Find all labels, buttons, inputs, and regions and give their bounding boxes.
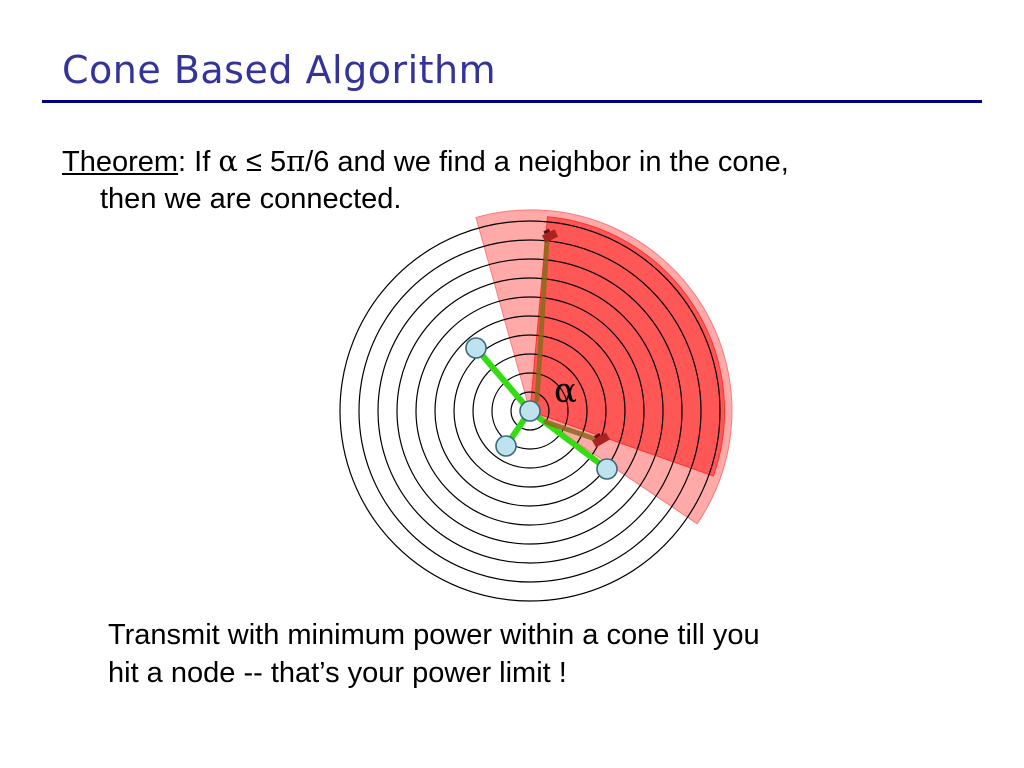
neighbor-node: [496, 436, 516, 456]
caption: [108, 616, 928, 692]
alpha-symbol: α: [218, 144, 238, 178]
neighbor-node: [597, 459, 617, 479]
page-title: Cone Based Algorithm: [62, 48, 497, 92]
caption-line2: hit a node -- that’s your power limit !: [108, 657, 567, 689]
caption-line1: Transmit with minimum power within a cone till you: [108, 619, 760, 651]
neighbor-node: [466, 338, 486, 358]
theorem-if: If: [186, 146, 219, 178]
cone-inner-wedge: [530, 217, 725, 476]
leq-five: ≤ 5: [237, 146, 287, 178]
pi-symbol: π: [286, 144, 306, 178]
theorem-label: Theorem: [62, 146, 179, 178]
center-node: [520, 401, 540, 421]
cone-angle-label: α: [554, 371, 577, 411]
theorem-colon: :: [178, 146, 187, 178]
theorem-line2: then we are connected.: [100, 183, 402, 215]
theorem-rest-line1: /6 and we find a neighbor in the cone,: [305, 146, 789, 178]
